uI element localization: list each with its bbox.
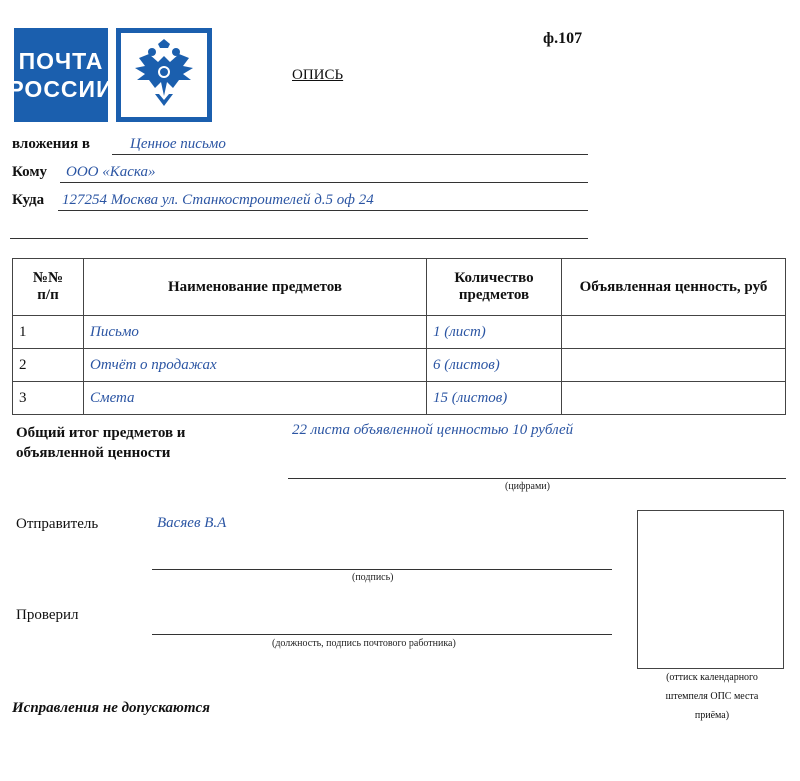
attachment-value: Ценное письмо: [130, 136, 226, 152]
totals-line: [288, 478, 786, 479]
checked-label: Проверил: [16, 607, 79, 623]
col-name-header: Наименование предметов: [84, 259, 427, 316]
to-label: Кому: [12, 164, 48, 180]
checked-caption: (должность, подпись почтового работника): [272, 638, 456, 649]
emblem: [116, 28, 212, 122]
col-value-header: Объявленная ценность, руб: [562, 259, 786, 316]
row-qty: 6 (листов): [427, 349, 562, 382]
row-name: Письмо: [84, 316, 427, 349]
table-row: [13, 316, 786, 349]
totals-value: 22 листа объявленной ценностью 10 рублей: [292, 422, 574, 438]
table-header-row: [13, 259, 786, 316]
sender-caption: (подпись): [352, 572, 394, 583]
attachment-label: вложения в: [12, 136, 91, 152]
row-value: [562, 382, 786, 415]
double-headed-eagle-icon: [125, 36, 203, 114]
address-extra-line: [10, 238, 588, 239]
totals-caption: (цифрами): [505, 481, 550, 492]
table-row: [13, 349, 786, 382]
totals-label-line-1: Общий итог предметов и: [16, 425, 186, 441]
corrections-note: Исправления не допускаются: [12, 700, 210, 716]
row-value: [562, 316, 786, 349]
row-name: Смета: [84, 382, 427, 415]
checked-signature-line: [152, 634, 612, 635]
stamp-caption-line-2: штемпеля ОПС места: [665, 691, 759, 702]
row-value: [562, 349, 786, 382]
items-table: [12, 258, 786, 415]
col-qty-header: Количество предметов: [427, 259, 562, 316]
sender-signature-line: [152, 569, 612, 570]
where-value: 127254 Москва ул. Станкостроителей д.5 оф 24: [62, 192, 374, 208]
col-num-header: №№ п/п: [13, 259, 84, 316]
row-qty: 15 (листов): [427, 382, 562, 415]
stamp-caption-line-3: приёма): [694, 710, 730, 721]
where-label: Куда: [12, 192, 45, 208]
stamp-caption: [637, 668, 787, 725]
pochta-logo: [8, 28, 114, 122]
sender-value: Васяев В.А: [157, 515, 227, 531]
attachment-line: [112, 154, 588, 155]
row-num: 3: [13, 382, 84, 415]
totals-label: [16, 423, 185, 463]
row-name: Отчёт о продажах: [84, 349, 427, 382]
stamp-caption-line-1: (оттиск календарного: [666, 672, 758, 683]
table-row: [13, 382, 786, 415]
logo-line-2: РОССИИ: [8, 76, 114, 102]
page-title: ОПИСЬ: [292, 67, 344, 83]
logo-line-1: ПОЧТА: [18, 48, 104, 74]
row-num: 1: [13, 316, 84, 349]
form-number: ф.107: [543, 30, 583, 47]
totals-label-line-2: объявленной ценности: [16, 445, 171, 461]
sender-label: Отправитель: [16, 516, 99, 532]
row-num: 2: [13, 349, 84, 382]
to-value: ООО «Каска»: [66, 164, 156, 180]
to-line: [60, 182, 588, 183]
row-qty: 1 (лист): [427, 316, 562, 349]
stamp-box: [637, 510, 784, 669]
where-line: [58, 210, 588, 211]
